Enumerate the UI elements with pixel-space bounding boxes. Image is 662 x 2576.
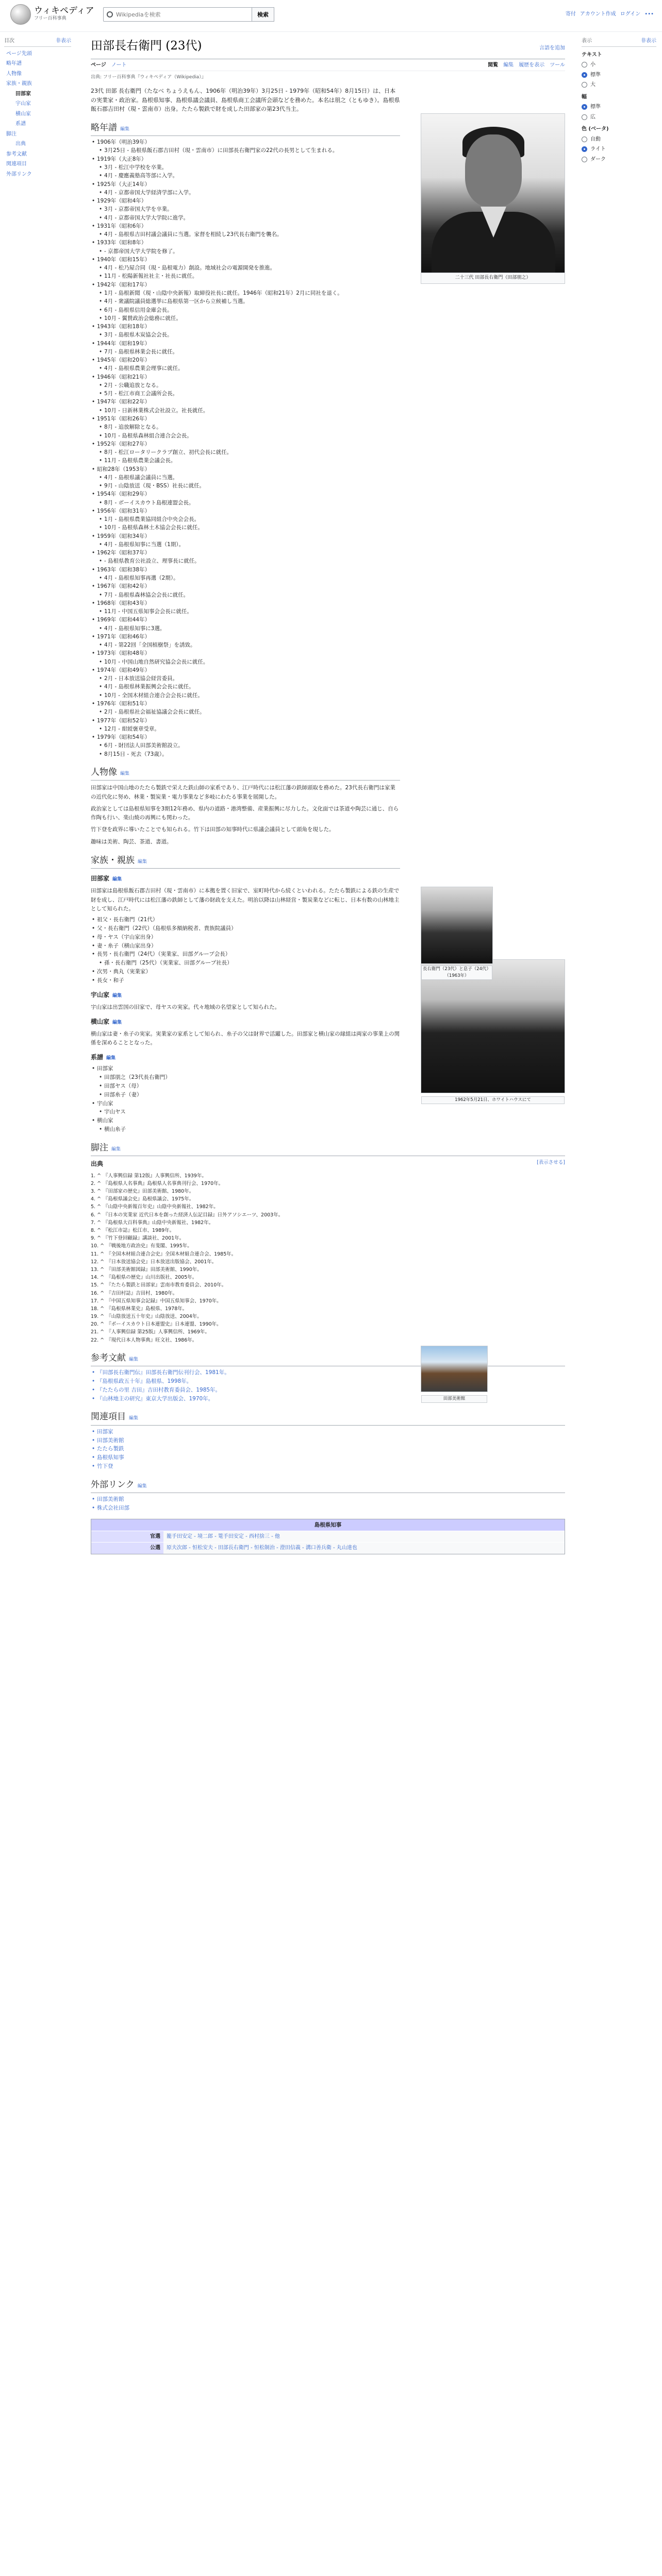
family-member: • 母・ヤス（宇山家出身）	[91, 933, 400, 942]
appearance-heading: 表示	[582, 38, 592, 44]
toc-item[interactable]: 系譜	[15, 121, 26, 127]
main-content	[91, 32, 565, 1554]
character-paragraph: 政治家としては島根県知事を3期12年務め、県内の道路・港湾整備、産業振興に尽力した。文化面では茶道や陶芸に通じ、自ら作陶も行い、楽山焼の再興にも関わった。	[91, 805, 399, 821]
reference-item: 15. ^ 『たたら製鉄と田部家』雲南市教育委員会、2010年。	[91, 1282, 227, 1289]
reference-text: 『田部家の歴史』田部美術館、1980年。	[103, 1189, 194, 1195]
color-options	[582, 135, 656, 164]
radio-option[interactable]	[582, 145, 656, 154]
timeline-item: • 1962年（昭和37年）	[91, 549, 565, 557]
more-menu-icon[interactable]: •••	[644, 11, 654, 17]
timeline-item: • 8月 - ボーイスカウト島根連盟会長。	[91, 499, 565, 507]
timeline-item: • 4月 - 島根県知事再選（2期）。	[91, 574, 565, 582]
search-box[interactable]	[103, 7, 268, 22]
radio-label: 自動	[590, 136, 601, 142]
reference-item: 7. ^ 『島根県大百科事典』山陰中央新報社、1982年。	[91, 1219, 214, 1226]
radio-button-icon[interactable]	[582, 157, 587, 162]
reference-text: 『山陰放送五十年史』山陰放送、2004年。	[106, 1314, 202, 1320]
reference-item: 13. ^ 『田部美術館図録』田部美術館、1990年。	[91, 1266, 202, 1273]
radio-option[interactable]	[582, 81, 656, 89]
timeline-item: • 2月 - 公職追放となる。	[91, 381, 565, 389]
tab-tools[interactable]: ツール	[550, 62, 565, 68]
create-account-link[interactable]: アカウント作成	[580, 11, 616, 17]
character-paragraph: 竹下登を政界に導いたことでも知られる。竹下は田部の知事時代に県議会議員として頭角を現した。	[91, 826, 335, 833]
timeline-item: • - 京都帝国大学大学院を修了。	[91, 247, 565, 256]
timeline-item: • 2月 - 日本放送協会経営委員。	[91, 674, 565, 683]
timeline-item: • 1973年（昭和48年）	[91, 649, 565, 657]
related-list	[91, 1428, 400, 1471]
reference-item: 9. ^ 『竹下登回顧録』講談社、2001年。	[91, 1235, 185, 1242]
genealogy-item: • 横山糸子	[91, 1125, 400, 1134]
family-member: • 孫・長右衛門（25代）（実業家、田部グループ社長）	[91, 959, 400, 968]
text-size-label: テキスト	[582, 52, 602, 58]
source-note: 出典: フリー百科事典『ウィキペディア（Wikipedia）』	[91, 75, 206, 80]
reference-text: 『山陰中央新報百年史』山陰中央新報社、1982年。	[103, 1204, 219, 1210]
section-family-heading: 家族・親族 編集	[91, 854, 400, 869]
timeline-item: • 11月 - 中国五県知事会会長に就任。	[91, 607, 565, 616]
toc-item[interactable]: 宇山家	[15, 101, 31, 107]
radio-option[interactable]	[582, 103, 656, 111]
reference-text: 『人事興信録 第25版』人事興信所、1969年。	[106, 1329, 210, 1335]
reference-text: 『日本の実業家 近代日本を創った経済人伝記目録』日外アソシエーツ、2003年。	[103, 1212, 284, 1218]
museum-photo[interactable]	[421, 1346, 488, 1401]
tab-read[interactable]: 閲覧	[488, 62, 499, 68]
reference-text: 『中国五県知事会記録』中国五県知事会、1970年。	[106, 1298, 222, 1304]
toc-item[interactable]: ページ先頭	[6, 50, 32, 57]
radio-button-icon[interactable]	[582, 82, 587, 88]
timeline-item: • 4月 - 島根県林業振興会会長に就任。	[91, 683, 565, 691]
toc-list	[4, 49, 71, 180]
timeline-item: • 1971年（昭和46年）	[91, 633, 565, 641]
tanabe-paragraph: 田部家は島根県飯石郡吉田村（現・雲南市）に本拠を置く旧家で、室町時代から続くといわれる。たたら製鉄による鉄の生産で財を成し、江戸時代には松江藩の鉄師として藩の財政を支えた。明治以降は山林経営・製炭業などに転じ、日本有数の山林地主として知られた。	[91, 888, 400, 912]
genealogy-item: • 田部朋之（23代長右衛門）	[91, 1073, 400, 1082]
related-item[interactable]: • 田部家	[91, 1428, 400, 1436]
family-photo[interactable]	[421, 887, 493, 979]
related-item[interactable]: • 島根県知事	[91, 1453, 400, 1462]
timeline-item: • 4月 - 島根県知事に3選。	[91, 624, 565, 633]
timeline-item: • 10月 - 中国山地自然研究協会会長に就任。	[91, 658, 565, 666]
reference-text: 『人事興信録 第12版』人事興信所、1939年。	[103, 1173, 207, 1179]
timeline-item: • 7月 - 島根県森林協会会長に就任。	[91, 591, 565, 599]
radio-option[interactable]	[582, 156, 656, 164]
whitehouse-photo-caption: 1962年5月21日、ホワイトハウスにて	[421, 1096, 565, 1104]
edit-link[interactable]: 編集	[106, 1056, 116, 1061]
tab-talk[interactable]: ノート	[111, 62, 127, 68]
reference-text: 『竹下登回顧録』講談社、2001年。	[103, 1235, 185, 1242]
timeline-item: • 1931年（昭和6年）	[91, 222, 565, 230]
yokoyama-paragraph: 横山家は妻・糸子の実家。実業家の家系として知られ、糸子の父は財界で活躍した。田部家と横山家の縁組は両家の事業上の関係を深めることとなった。	[91, 1030, 400, 1046]
appearance-hide-button[interactable]: 非表示	[641, 38, 656, 44]
timeline-item: • 5月 - 松江市商工会議所会長。	[91, 389, 565, 398]
reference-text: 『島根県人名事典』島根県人名事典刊行会、1970年。	[103, 1180, 224, 1187]
timeline-item: • 1942年（昭和17年）	[91, 281, 565, 289]
timeline-item: • 11月 - 島根県農業会議会長。	[91, 456, 565, 465]
navbox	[91, 1519, 565, 1554]
reference-text: 『田部美術館図録』田部美術館、1990年。	[106, 1266, 202, 1273]
timeline-item: • 1933年（昭和8年）	[91, 239, 565, 247]
timeline-item: • 1946年（昭和21年）	[91, 373, 565, 381]
timeline-item: • 4月 - 京都帝国大学大学院に進学。	[91, 214, 565, 222]
timeline-item: • 1945年（昭和20年）	[91, 356, 565, 364]
edit-link[interactable]: 編集	[112, 1020, 122, 1025]
reference-item: 22. ^ 『現代日本人物事典』旺文社、1986年。	[91, 1337, 197, 1343]
timeline-item: • 4月 - 松乃屋合同（現・島根電力）創設。地域社会の電源開発を推進。	[91, 264, 565, 272]
reference-item: 19. ^ 『山陰放送五十年史』山陰放送、2004年。	[91, 1314, 202, 1320]
section-related-heading: 関連項目 編集	[91, 1410, 565, 1425]
radio-button-icon[interactable]	[582, 114, 587, 120]
radio-label: 標準	[590, 104, 601, 110]
edit-link[interactable]: 編集	[129, 1416, 139, 1421]
subsection-yokoyama-heading: 横山家 編集	[91, 1018, 122, 1025]
reference-text: 『松江市誌』松江市、1989年。	[103, 1228, 175, 1234]
color-label: 色 (ベータ)	[582, 126, 609, 132]
radio-option[interactable]	[582, 61, 656, 69]
related-item[interactable]: • 竹下登	[91, 1462, 400, 1471]
subsection-tanabe-heading: 田部家 編集	[91, 875, 122, 883]
radio-option[interactable]	[582, 113, 656, 122]
bibliography-item[interactable]: • 『島根県政五十年』島根県、1998年。	[91, 1377, 400, 1386]
appearance-header	[582, 36, 656, 47]
user-links	[566, 10, 654, 19]
external-link[interactable]: • 田部美術館	[91, 1495, 400, 1504]
reference-text: 『たたら製鉄と田部家』雲南市教育委員会、2010年。	[106, 1282, 227, 1289]
character-paragraph: 田部家は中国山地のたたら製鉄で栄えた鉄山師の家系であり、江戸時代には松江藩の鉄師頭取を務めた。23代長右衛門は家業の近代化に努め、林業・製炭業・電力事業など多岐にわたる事業を展開した。	[91, 785, 395, 800]
timeline-item: • 1977年（昭和52年）	[91, 717, 565, 725]
related-item[interactable]: • たたら製鉄	[91, 1445, 400, 1453]
show-toggle[interactable]: [表示させる]	[537, 1160, 565, 1166]
toc-header	[4, 36, 71, 47]
toc-hide-button[interactable]: 非表示	[56, 38, 71, 44]
timeline-item: • 1974年（昭和49年）	[91, 666, 565, 674]
login-link[interactable]: ログイン	[620, 11, 641, 17]
puzzle-globe-icon	[10, 4, 31, 25]
navbox-row-header: 公選	[91, 1543, 163, 1554]
family-member: • 長女・和子	[91, 976, 400, 985]
timeline-item: • 1963年（昭和38年）	[91, 566, 565, 574]
genealogy-item: • 宇山ヤス	[91, 1108, 400, 1116]
timeline-item: • 6月 - 財団法人田部美術館設立。	[91, 741, 565, 750]
timeline-item: • 1947年（昭和22年）	[91, 398, 565, 406]
reference-text: 『日本放送協会史』日本放送出版協会、2001年。	[106, 1259, 217, 1265]
reference-text: 『島根県林業史』島根県、1978年。	[106, 1306, 188, 1312]
references-list	[91, 1172, 565, 1344]
uyama-paragraph: 宇山家は出雲国の旧家で、母ヤスの実家。代々地域の名望家として知られた。	[91, 1004, 280, 1010]
radio-label: 小	[590, 62, 595, 67]
search-icon	[107, 11, 113, 18]
timeline-item: • 1959年（昭和34年）	[91, 532, 565, 540]
radio-label: ダーク	[590, 156, 606, 162]
timeline-item: • 9月 - 山陰放送（現・BSS）社長に就任。	[91, 482, 565, 490]
subsection-uyama-heading: 宇山家 編集	[91, 991, 122, 998]
related-item[interactable]: • 田部美術館	[91, 1436, 400, 1445]
timeline-item: • 1月 - 島根新聞（現・山陰中央新報）取締役社長に就任。1946年（昭和21年）2月に同社を退く。	[91, 289, 565, 297]
timeline-item: • 4月 - 第22回「全国植樹祭」を誘致。	[91, 641, 565, 649]
bibliography-list	[91, 1368, 400, 1403]
timeline-item: • 3月 - 松江中学校を卒業。	[91, 163, 565, 172]
reference-text: 『全国木材組合連合会史』全国木材組合連合会、1985年。	[106, 1251, 237, 1257]
toc-item[interactable]: 人物像	[6, 71, 22, 77]
reference-text: 『島根県大百科事典』山陰中央新報社、1982年。	[103, 1219, 214, 1226]
reference-text: 『ボーイスカウト日本連盟史』日本連盟、1990年。	[106, 1321, 222, 1328]
toc-item[interactable]: 外部リンク	[6, 171, 32, 177]
timeline-item: • 1954年（昭和29年）	[91, 490, 565, 498]
timeline-item: • 4月 - 慶應義塾高等部に入学。	[91, 172, 565, 180]
tab-edit[interactable]: 編集	[503, 62, 514, 68]
museum-photo-caption: 田部美術館	[421, 1395, 487, 1403]
portrait-caption: 二十三代 田部長右衛門（田部朋之）	[421, 273, 565, 284]
section-links-heading: 外部リンク 編集	[91, 1478, 565, 1493]
toc-item[interactable]: 田部家	[15, 91, 31, 97]
subsection-keifu-heading: 系譜 編集	[91, 1054, 116, 1061]
external-links-list	[91, 1495, 400, 1513]
text-size-options	[582, 61, 656, 89]
timeline-item: • 4月 - 島根県吉田村議会議員に当選。家督を相続し23代長右衛門を襲名。	[91, 230, 565, 239]
site-subtitle: フリー百科事典	[34, 16, 67, 22]
navbox-row-links[interactable]: 籠手田安定 - 境二郎 - 篭手田安定 - 西村捨三 - 他	[163, 1531, 565, 1543]
genealogy-item: • 横山家	[91, 1116, 400, 1125]
reference-text: 『戦後地方政治史』有斐閣、1995年。	[106, 1243, 192, 1249]
timeline-item: • 12月 - 紺綬褒章受章。	[91, 725, 565, 733]
timeline-item: • 3月 - 京都帝国大学を卒業。	[91, 205, 565, 213]
reference-text: 『現代日本人物事典』旺文社、1986年。	[106, 1337, 197, 1343]
timeline-item: • 1919年（大正8年）	[91, 155, 565, 163]
radio-label: 標準	[590, 72, 601, 78]
reference-item: 16. ^ 『吉田村誌』吉田村、1980年。	[91, 1290, 178, 1296]
timeline-item: • 4月 - 島根県知事に当選（1期）。	[91, 540, 565, 549]
timeline-item: • 1944年（昭和19年）	[91, 340, 565, 348]
section-timeline-heading: 略年譜 編集	[91, 121, 400, 136]
reference-item: 8. ^ 『松江市誌』松江市、1989年。	[91, 1228, 175, 1234]
timeline-item: • 昭和28年（1953年）	[91, 465, 565, 473]
radio-button-icon[interactable]	[582, 104, 587, 110]
appearance-panel	[582, 36, 656, 165]
timeline-item: • 1969年（昭和44年）	[91, 616, 565, 624]
navbox-title: 島根県知事	[91, 1519, 565, 1531]
page-tabs	[91, 61, 565, 72]
section-character-heading: 人物像 編集	[91, 766, 400, 781]
edit-link[interactable]: 編集	[129, 1357, 139, 1362]
timeline-item: • 8月 - 追放解除となる。	[91, 423, 565, 431]
radio-label: 大	[590, 82, 595, 88]
site-title: ウィキペディア	[34, 5, 94, 16]
toc-item[interactable]: 参考文献	[6, 151, 27, 157]
bibliography-item[interactable]: • 『山林地主の研究』東京大学出版会、1970年。	[91, 1395, 400, 1403]
timeline-item: • 1968年（昭和43年）	[91, 599, 565, 607]
tab-page[interactable]: ページ	[91, 62, 106, 68]
reference-item: 17. ^ 『中国五県知事会記録』中国五県知事会、1970年。	[91, 1298, 222, 1304]
tab-history[interactable]: 履歴を表示	[519, 62, 545, 68]
genealogy-list	[91, 1064, 400, 1133]
timeline-item: • 1967年（昭和42年）	[91, 582, 565, 590]
table-of-contents	[4, 36, 71, 179]
edit-link[interactable]: 編集	[137, 1483, 147, 1489]
edit-link[interactable]: 編集	[112, 877, 122, 883]
reference-item: 2. ^ 『島根県人名事典』島根県人名事典刊行会、1970年。	[91, 1180, 224, 1187]
radio-button-icon[interactable]	[582, 62, 587, 67]
timeline-item: • 7月 - 島根県林業会長に就任。	[91, 348, 565, 356]
timeline-item: • 10月 - 全国木材組合連合会会長に就任。	[91, 691, 565, 700]
timeline-item: • 1月 - 島根県農業協同組合中央会会長。	[91, 515, 565, 523]
radio-label: ライト	[590, 146, 606, 152]
wikipedia-logo[interactable]	[10, 4, 94, 25]
navbox-row-header: 官選	[91, 1531, 163, 1543]
tanabe-family-list	[91, 916, 400, 985]
timeline-item: • 10月 - 島根県森林土木協会会長に就任。	[91, 523, 565, 532]
timeline-item: • 3月25日 - 島根県飯石郡吉田村（現・雲南市）に田部長右衛門家の22代の長男として生まれる。	[91, 146, 565, 155]
timeline-item: • 1952年（昭和27年）	[91, 440, 565, 448]
timeline-item: • 6月 - 島根県信用金庫会長。	[91, 306, 565, 314]
external-link[interactable]: • 株式会社田部	[91, 1504, 400, 1513]
edit-link[interactable]: 編集	[112, 993, 122, 998]
family-photo-caption: 長右衛門（23代）と息子（24代）（1963年）	[421, 965, 492, 980]
timeline-item: • 11月 - 松陽新報社社主・社長に就任。	[91, 272, 565, 280]
edit-link[interactable]: 編集	[138, 859, 147, 865]
bibliography-item[interactable]: • 『たたらの里 吉田』吉田村教育委員会、1985年。	[91, 1386, 400, 1395]
timeline-item: • 2月 - 島根県社会福祉協議会会長に就任。	[91, 708, 565, 716]
lead-paragraph: 23代 田部 長右衛門（たなべ ちょうえもん、1906年（明治39年）3月25日 - 1979年（昭和54年）8月15日）は、日本の実業家・政治家。島根県知事、島根県議会議員、島根県商工会議所会頭などを務めた。本名は朋之（ともゆき）。島根県飯石郡吉田村（現・雲南市）出身。たたら製鉄で財を成した田部家の第23代当主。	[91, 88, 400, 113]
reference-item: 1. ^ 『人事興信録 第12版』人事興信所、1939年。	[91, 1173, 207, 1179]
timeline-item: • 4月 - 島根県議会議員に当選。	[91, 473, 565, 482]
search-button[interactable]: 検索	[252, 7, 274, 22]
genealogy-item: • 田部家	[91, 1064, 400, 1073]
reference-item: 14. ^ 『島根県の歴史』山川出版社、2005年。	[91, 1275, 197, 1281]
timeline-item: • 10月 - 島根県森林組合連合会会長。	[91, 432, 565, 440]
width-options	[582, 103, 656, 121]
timeline-item: • 4月 - 京都帝国大学経済学部に入学。	[91, 189, 565, 197]
radio-option[interactable]	[582, 135, 656, 144]
navbox-row-links[interactable]: 原夫次郎 - 恒松安夫 - 田部長右衛門 - 恒松制治 - 澄田信義 - 溝口善兵衛 - 丸山達也	[163, 1543, 565, 1554]
donate-link[interactable]: 寄付	[565, 11, 576, 17]
bibliography-item[interactable]: • 『田部長右衛門伝』田部長右衛門伝刊行会、1981年。	[91, 1368, 400, 1377]
radio-label: 広	[590, 114, 595, 120]
timeline-item: • 1940年（昭和15年）	[91, 256, 565, 264]
radio-button-icon[interactable]	[582, 72, 587, 78]
timeline-item: • 1943年（昭和18年）	[91, 323, 565, 331]
reference-item: 21. ^ 『人事興信録 第25版』人事興信所、1969年。	[91, 1329, 210, 1335]
subsection-sources-heading: 出典	[91, 1160, 104, 1168]
genealogy-item: • 宇山家	[91, 1099, 400, 1108]
timeline-item: • 3月 - 島根県木炭協会会長。	[91, 331, 565, 339]
add-languages-button[interactable]: 言語を追加	[539, 45, 565, 51]
timeline-item: • 1956年（昭和31年）	[91, 507, 565, 515]
timeline-item: • 10月 - 日新林業株式会社設立。社長就任。	[91, 406, 565, 415]
reference-item: 10. ^ 『戦後地方政治史』有斐閣、1995年。	[91, 1243, 192, 1249]
toc-item[interactable]: 横山家	[15, 111, 31, 117]
toc-item[interactable]: 家族・親族	[6, 81, 32, 87]
reference-item: 6. ^ 『日本の実業家 近代日本を創った経済人伝記目録』日外アソシエーツ、2003年。	[91, 1212, 284, 1218]
search-input[interactable]	[116, 11, 268, 18]
reference-text: 『島根県議会史』島根県議会、1975年。	[103, 1196, 194, 1202]
timeline-item: • 8月15日 - 死去（73歳）。	[91, 750, 565, 758]
character-paragraph: 趣味は美術、陶芸、茶道、書道。	[91, 838, 172, 845]
reference-item: 5. ^ 『山陰中央新報百年史』山陰中央新報社、1982年。	[91, 1204, 219, 1210]
family-member: • 祖父・長右衛門（21代）	[91, 916, 400, 924]
page-title: 田部長右衛門 (23代)	[91, 39, 202, 53]
toc-item[interactable]: 脚注	[6, 131, 16, 137]
edit-link[interactable]: 編集	[120, 771, 130, 776]
toc-item[interactable]: 関連項目	[6, 161, 27, 167]
timeline-item: • - 島根県教育公社設立、理事長に就任。	[91, 557, 565, 565]
reference-item: 18. ^ 『島根県林業史』島根県、1978年。	[91, 1306, 188, 1312]
section-notes-heading: 脚注 編集	[91, 1141, 565, 1156]
genealogy-item: • 田部糸子（妻）	[91, 1091, 400, 1099]
timeline-item: • 1979年（昭和54年）	[91, 733, 565, 741]
timeline-item: • 10月 - 翼賛政治会総務に就任。	[91, 314, 565, 323]
family-member: • 妻・糸子（横山家出身）	[91, 942, 400, 951]
family-member: • 次男・典丸（実業家）	[91, 968, 400, 976]
section-bibliography-heading: 参考文献 編集	[91, 1351, 565, 1366]
timeline-item: • 1925年（大正14年）	[91, 180, 565, 189]
timeline-item: • 8月 - 松江ロータリークラブ創立、初代会長に就任。	[91, 448, 565, 456]
family-member: • 父・長右衛門（22代）（島根県多額納税者、貴族院議員）	[91, 924, 400, 933]
reference-item: 11. ^ 『全国木材組合連合会史』全国木材組合連合会、1985年。	[91, 1251, 237, 1257]
site-header	[0, 0, 662, 32]
family-member: • 長男・長右衛門（24代）（実業家、田部グループ会長）	[91, 950, 400, 959]
timeline-list	[91, 138, 565, 758]
width-label: 幅	[582, 94, 587, 100]
reference-item: 12. ^ 『日本放送協会史』日本放送出版協会、2001年。	[91, 1259, 217, 1265]
toc-item[interactable]: 略年譜	[6, 61, 22, 66]
genealogy-item: • 田部ヤス（母）	[91, 1082, 400, 1091]
edit-link[interactable]: 編集	[111, 1146, 121, 1152]
radio-button-icon[interactable]	[582, 146, 587, 152]
edit-link[interactable]: 編集	[120, 126, 130, 132]
timeline-item: • 4月 - 衆議院議員総選挙に島根県第一区から立候補し当選。	[91, 297, 565, 306]
toc-heading: 目次	[4, 38, 14, 44]
timeline-item: • 4月 - 島根県農業会理事に就任。	[91, 364, 565, 372]
radio-option[interactable]	[582, 71, 656, 79]
timeline-item: • 1951年（昭和26年）	[91, 415, 565, 423]
reference-item: 20. ^ 『ボーイスカウト日本連盟史』日本連盟、1990年。	[91, 1321, 222, 1328]
radio-button-icon[interactable]	[582, 137, 587, 142]
reference-text: 『吉田村誌』吉田村、1980年。	[106, 1290, 178, 1296]
timeline-item: • 1929年（昭和4年）	[91, 197, 565, 205]
timeline-item: • 1906年（明治39年）	[91, 138, 565, 146]
timeline-item: • 1976年（昭和51年）	[91, 700, 565, 708]
reference-text: 『島根県の歴史』山川出版社、2005年。	[106, 1275, 197, 1281]
reference-item: 3. ^ 『田部家の歴史』田部美術館、1980年。	[91, 1189, 194, 1195]
reference-item: 4. ^ 『島根県議会史』島根県議会、1975年。	[91, 1196, 194, 1202]
toc-item[interactable]: 出典	[15, 141, 26, 147]
